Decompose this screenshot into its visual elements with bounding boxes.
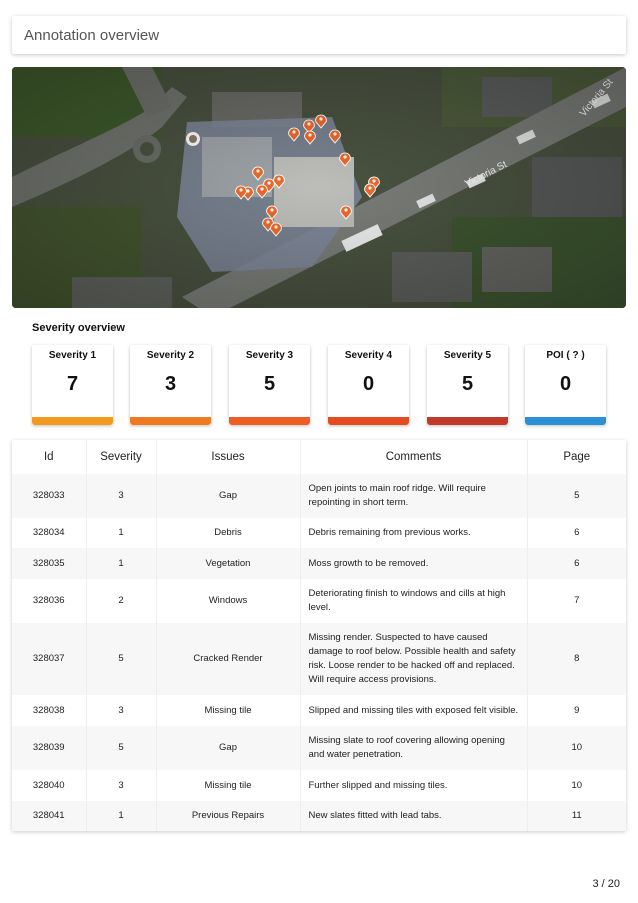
severity-color-bar [525, 417, 606, 425]
severity-card-label: Severity 1 [48, 350, 97, 361]
cell-severity: 3 [86, 474, 156, 518]
severity-color-bar [130, 417, 211, 425]
page-title: Annotation overview [24, 26, 160, 44]
severity-card-count: 0 [362, 373, 375, 395]
column-header-severity[interactable]: Severity [86, 440, 156, 474]
table-row[interactable] [12, 474, 626, 518]
cell-page: 11 [571, 810, 582, 821]
cell-comment: Slipped and missing tiles with exposed felt visible. [300, 695, 527, 726]
cell-page: 10 [571, 742, 583, 753]
severity-card-5 [427, 345, 508, 425]
cell-issue: Cracked Render [156, 623, 300, 695]
cell-id: 328040 [12, 770, 86, 801]
severity-color-bar [427, 417, 508, 425]
cell-comment: Open joints to main roof ridge. Will require repointing in short term. [300, 474, 527, 518]
table-row[interactable] [12, 801, 626, 831]
cell-id: 328036 [12, 579, 86, 623]
cell-comment: Deteriorating finish to windows and cills at high level. [300, 579, 527, 623]
severity-cards [32, 345, 606, 425]
severity-color-bar [328, 417, 409, 425]
cell-severity: 5 [86, 623, 156, 695]
aerial-map-image [12, 67, 626, 308]
page-title-card [12, 16, 626, 54]
cell-comment: Further slipped and missing tiles. [300, 770, 527, 801]
cell-severity: 1 [86, 518, 156, 548]
severity-card-label: Severity 5 [443, 350, 492, 361]
cell-severity: 3 [86, 695, 156, 726]
severity-card-label: Severity 2 [146, 350, 195, 361]
severity-card-4 [328, 345, 409, 425]
severity-card-1 [32, 345, 113, 425]
cell-issue: Gap [156, 726, 300, 770]
cell-page: 5 [574, 490, 580, 501]
column-header-id[interactable]: Id [12, 440, 86, 474]
severity-card-label: Severity 4 [344, 350, 393, 361]
table-row[interactable] [12, 695, 626, 726]
table-row[interactable] [12, 518, 626, 548]
cell-issue: Gap [156, 474, 300, 518]
severity-card-poi [525, 345, 606, 425]
cell-severity: 1 [86, 801, 156, 831]
cell-issue: Vegetation [156, 548, 300, 579]
severity-card-count: 0 [559, 373, 572, 395]
cell-issue: Windows [156, 579, 300, 623]
cell-id: 328037 [12, 623, 86, 695]
severity-card-count: 7 [66, 373, 79, 395]
cell-comment: Missing slate to roof covering allowing opening and water penetration. [300, 726, 527, 770]
aerial-map[interactable] [12, 67, 626, 308]
cell-comment: Missing render. Suspected to have caused damage to roof below. Possible health and safety risk. Loose render to be hacked off and replaced. Will require access provisions. [300, 623, 527, 695]
cell-id: 328041 [12, 801, 86, 831]
severity-card-count: 5 [461, 373, 474, 395]
table-header-row [12, 440, 626, 474]
cell-id: 328039 [12, 726, 86, 770]
cell-page: 9 [574, 704, 580, 716]
cell-page: 8 [574, 653, 580, 664]
annotations-table [12, 440, 626, 831]
cell-issue: Missing tile [156, 770, 300, 801]
page-indicator: 3 / 20 [592, 878, 620, 890]
cell-comment: New slates fitted with lead tabs. [300, 801, 527, 831]
column-header-comments[interactable]: Comments [300, 440, 527, 474]
cell-comment: Debris remaining from previous works. [300, 518, 527, 548]
severity-card-2 [130, 345, 211, 425]
cell-issue: Previous Repairs [156, 801, 300, 831]
cell-severity: 5 [86, 726, 156, 770]
table-row[interactable] [12, 623, 626, 695]
severity-card-label: POI ( ? ) [546, 350, 585, 361]
column-header-issues[interactable]: Issues [156, 440, 300, 474]
severity-card-count: 3 [164, 373, 177, 395]
cell-page: 10 [571, 779, 583, 791]
cell-page: 6 [574, 527, 580, 538]
table-row[interactable] [12, 579, 626, 623]
column-header-page[interactable]: Page [527, 440, 626, 474]
severity-color-bar [32, 417, 113, 425]
severity-overview-heading: Severity overview [32, 322, 125, 334]
cell-id: 328038 [12, 695, 86, 726]
cell-severity: 1 [86, 548, 156, 579]
severity-card-label: Severity 3 [245, 350, 294, 361]
cell-id: 328033 [12, 474, 86, 518]
cell-id: 328035 [12, 548, 86, 579]
cell-id: 328034 [12, 518, 86, 548]
cell-comment: Moss growth to be removed. [300, 548, 527, 579]
severity-color-bar [229, 417, 310, 425]
cell-severity: 2 [86, 579, 156, 623]
cell-issue: Debris [156, 518, 300, 548]
table-row[interactable] [12, 770, 626, 801]
table-row[interactable] [12, 548, 626, 579]
cell-issue: Missing tile [156, 695, 300, 726]
cell-page: 6 [574, 557, 580, 569]
cell-severity: 3 [86, 770, 156, 801]
cell-page: 7 [574, 595, 580, 606]
severity-card-count: 5 [263, 373, 276, 395]
table-row[interactable] [12, 726, 626, 770]
severity-card-3 [229, 345, 310, 425]
